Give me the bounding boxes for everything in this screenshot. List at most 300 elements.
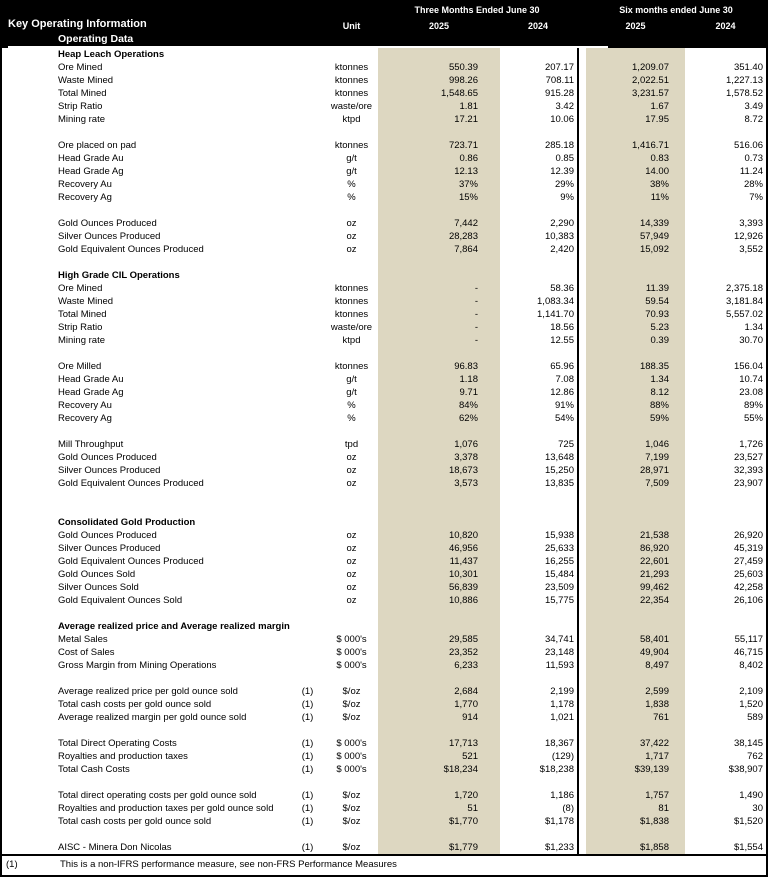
cell-3m-2025: 6,233 xyxy=(454,660,478,671)
cell-6m-2024: 3.49 xyxy=(744,101,763,112)
row-label: Gold Ounces Produced xyxy=(58,530,157,541)
year-header-3m-2024: 2024 xyxy=(527,21,549,31)
cell-3m-2024: 25,633 xyxy=(544,543,574,554)
spacer-row xyxy=(2,724,766,737)
cell-3m-2025: 18,673 xyxy=(448,465,478,476)
cell-3m-2025: - xyxy=(474,335,478,346)
cell-6m-2025: 70.93 xyxy=(645,309,669,320)
row-unit xyxy=(325,126,378,139)
cell-3m-2024: 1,178 xyxy=(550,699,574,710)
cell-6m-2024: 23,907 xyxy=(733,478,763,489)
cell-3m-2025: 9.71 xyxy=(459,387,478,398)
cell-6m-2024: 32,393 xyxy=(733,465,763,476)
period-group-divider xyxy=(577,2,579,875)
cell-6m-2024: 2,375.18 xyxy=(726,283,763,294)
cell-6m-2024: $1,554 xyxy=(733,842,763,853)
cell-3m-2025: 10,820 xyxy=(448,530,478,541)
cell-3m-2025 xyxy=(378,347,500,360)
row-label: Mining rate xyxy=(58,114,105,125)
column-group-three-months: Three Months Ended June 30 xyxy=(414,5,540,15)
cell-3m-2025: 56,839 xyxy=(448,582,478,593)
cell-3m-2025: 7,442 xyxy=(454,218,478,229)
cell-6m-2025: 57,949 xyxy=(639,231,669,242)
cell-6m-2025: 188.35 xyxy=(639,361,669,372)
data-row xyxy=(2,295,766,308)
row-note: (1) xyxy=(301,764,314,775)
cell-6m-2024 xyxy=(685,672,766,685)
cell-6m-2024: 27,459 xyxy=(733,556,763,567)
cell-6m-2024: 46,715 xyxy=(733,647,763,658)
cell-3m-2025: $1,779 xyxy=(448,842,478,853)
cell-3m-2024: 15,484 xyxy=(544,569,574,580)
row-unit: ktonnes xyxy=(334,140,369,151)
row-unit: $ 000's xyxy=(336,751,367,762)
row-label: Head Grade Au xyxy=(58,153,124,164)
cell-3m-2025: 1,548.65 xyxy=(441,88,478,99)
row-unit: % xyxy=(347,179,356,190)
cell-6m-2024: 3,552 xyxy=(739,244,763,255)
cell-6m-2024: 8,402 xyxy=(739,660,763,671)
cell-3m-2025: 1,770 xyxy=(454,699,478,710)
cell-3m-2025 xyxy=(378,256,500,269)
cell-6m-2024: 89% xyxy=(743,400,763,411)
cell-3m-2025 xyxy=(378,776,500,789)
row-note xyxy=(290,568,325,581)
cell-3m-2024: 207.17 xyxy=(544,62,574,73)
cell-6m-2024 xyxy=(685,724,766,737)
row-unit xyxy=(325,724,378,737)
cell-6m-2025: 37,422 xyxy=(639,738,669,749)
cell-3m-2024: 23,509 xyxy=(544,582,574,593)
row-note xyxy=(290,61,325,74)
cell-3m-2025: 17.21 xyxy=(454,114,478,125)
cell-6m-2025: 2,022.51 xyxy=(632,75,669,86)
cell-6m-2024: 7% xyxy=(749,192,763,203)
cell-6m-2024: 1,227.13 xyxy=(726,75,763,86)
cell-6m-2025: 14.00 xyxy=(645,166,669,177)
row-unit: $/oz xyxy=(342,686,361,697)
cell-3m-2024: 15,775 xyxy=(544,595,574,606)
row-unit: g/t xyxy=(346,387,357,398)
row-unit: oz xyxy=(346,478,357,489)
row-label xyxy=(2,828,290,841)
cell-3m-2025: 998.26 xyxy=(448,75,478,86)
cell-3m-2025: 550.39 xyxy=(448,62,478,73)
cell-3m-2024: 725 xyxy=(558,439,574,450)
row-label: Gold Ounces Produced xyxy=(58,452,157,463)
cell-6m-2025 xyxy=(586,490,685,503)
cell-3m-2024: 0.85 xyxy=(555,153,574,164)
cell-3m-2024 xyxy=(500,490,576,503)
data-row xyxy=(2,802,766,815)
cell-6m-2025: 22,601 xyxy=(639,556,669,567)
row-label: Total Direct Operating Costs xyxy=(58,738,177,749)
cell-3m-2025: 28,283 xyxy=(448,231,478,242)
row-unit: ktonnes xyxy=(334,361,369,372)
cell-6m-2025: 86,920 xyxy=(639,543,669,554)
cell-6m-2025 xyxy=(586,516,685,529)
cell-3m-2024: 10.06 xyxy=(550,114,574,125)
data-row xyxy=(2,698,766,711)
section-header-row xyxy=(2,516,766,529)
cell-3m-2025: - xyxy=(474,309,478,320)
data-row xyxy=(2,152,766,165)
cell-3m-2025: 29,585 xyxy=(448,634,478,645)
cell-3m-2024 xyxy=(500,828,576,841)
table-header xyxy=(2,2,766,48)
cell-6m-2025: 81 xyxy=(658,803,669,814)
cell-3m-2025: 62% xyxy=(458,413,478,424)
row-note: (1) xyxy=(301,699,314,710)
row-label: Gold Equivalent Ounces Produced xyxy=(58,478,204,489)
row-label: Strip Ratio xyxy=(58,101,103,112)
cell-3m-2025: 723.71 xyxy=(448,140,478,151)
cell-6m-2024: 12,926 xyxy=(733,231,763,242)
row-unit xyxy=(325,490,378,503)
cell-3m-2024 xyxy=(500,269,576,282)
data-row xyxy=(2,646,766,659)
data-row xyxy=(2,100,766,113)
cell-6m-2025: 1.67 xyxy=(650,101,669,112)
row-unit: $/oz xyxy=(342,816,361,827)
spacer-row xyxy=(2,776,766,789)
row-note xyxy=(290,217,325,230)
cell-6m-2025 xyxy=(586,347,685,360)
cell-3m-2024 xyxy=(500,672,576,685)
cell-3m-2025: 1,720 xyxy=(454,790,478,801)
data-row xyxy=(2,139,766,152)
cell-3m-2025 xyxy=(378,503,500,516)
row-unit: ktonnes xyxy=(334,283,369,294)
row-unit: % xyxy=(347,413,356,424)
cell-6m-2025: 1,757 xyxy=(645,790,669,801)
year-header-6m-2025: 2025 xyxy=(625,21,646,31)
row-note xyxy=(290,126,325,139)
cell-3m-2024: 2,199 xyxy=(550,686,574,697)
cell-3m-2025: 0.86 xyxy=(459,153,478,164)
cell-3m-2025: 1,076 xyxy=(454,439,478,450)
row-label: Recovery Ag xyxy=(58,192,112,203)
row-unit xyxy=(325,256,378,269)
data-row xyxy=(2,373,766,386)
data-row xyxy=(2,438,766,451)
data-row xyxy=(2,633,766,646)
cell-3m-2024: 23,148 xyxy=(544,647,574,658)
cell-6m-2024: 1,520 xyxy=(739,699,763,710)
cell-6m-2025: 28,971 xyxy=(639,465,669,476)
row-note xyxy=(290,113,325,126)
row-label: Silver Ounces Sold xyxy=(58,582,139,593)
row-note xyxy=(290,139,325,152)
cell-6m-2024: 1,726 xyxy=(739,439,763,450)
row-unit: $ 000's xyxy=(336,738,367,749)
cell-6m-2025: $1,858 xyxy=(639,842,669,853)
cell-6m-2025: 5.23 xyxy=(650,322,669,333)
cell-3m-2024: 13,648 xyxy=(544,452,574,463)
cell-3m-2025 xyxy=(378,620,500,633)
data-row xyxy=(2,282,766,295)
cell-6m-2024: 26,106 xyxy=(733,595,763,606)
cell-6m-2024: 2,109 xyxy=(739,686,763,697)
row-note xyxy=(290,672,325,685)
cell-3m-2024: 29% xyxy=(554,179,574,190)
cell-3m-2024: $18,238 xyxy=(539,764,574,775)
row-unit: ktonnes xyxy=(334,75,369,86)
cell-6m-2025: 1.34 xyxy=(650,374,669,385)
cell-3m-2024: 15,250 xyxy=(544,465,574,476)
row-note xyxy=(290,503,325,516)
row-note xyxy=(290,490,325,503)
cell-6m-2025: 1,838 xyxy=(645,699,669,710)
cell-6m-2025 xyxy=(586,620,685,633)
cell-6m-2024 xyxy=(685,126,766,139)
cell-6m-2024 xyxy=(685,828,766,841)
row-label: Ore Mined xyxy=(58,283,103,294)
data-row xyxy=(2,750,766,763)
cell-3m-2025: 15% xyxy=(458,192,478,203)
cell-6m-2024: 28% xyxy=(743,179,763,190)
row-label xyxy=(2,256,290,269)
row-label: Ore placed on pad xyxy=(58,140,137,151)
cell-6m-2024: 30.70 xyxy=(739,335,763,346)
data-row xyxy=(2,789,766,802)
row-unit: ktpd xyxy=(342,335,361,346)
data-row xyxy=(2,74,766,87)
data-row xyxy=(2,685,766,698)
cell-6m-2024: 589 xyxy=(747,712,763,723)
row-note xyxy=(290,360,325,373)
row-label: Gold Ounces Sold xyxy=(58,569,136,580)
cell-6m-2024: 3,393 xyxy=(739,218,763,229)
row-note xyxy=(290,243,325,256)
row-note xyxy=(290,48,325,61)
cell-6m-2025: 22,354 xyxy=(639,595,669,606)
cell-3m-2025: 96.83 xyxy=(454,361,478,372)
row-unit: g/t xyxy=(346,166,357,177)
cell-6m-2025 xyxy=(586,607,685,620)
cell-3m-2025 xyxy=(378,48,500,61)
row-unit: oz xyxy=(346,218,357,229)
row-note xyxy=(290,230,325,243)
data-row xyxy=(2,763,766,776)
cell-3m-2024: 54% xyxy=(554,413,574,424)
row-unit: $/oz xyxy=(342,803,361,814)
row-note xyxy=(290,256,325,269)
row-label: Ore Milled xyxy=(58,361,102,372)
row-note xyxy=(290,529,325,542)
cell-6m-2024: 42,258 xyxy=(733,582,763,593)
row-label xyxy=(2,503,290,516)
row-note xyxy=(290,87,325,100)
spacer-row xyxy=(2,425,766,438)
cell-6m-2024: 23,527 xyxy=(733,452,763,463)
cell-6m-2024: 351.40 xyxy=(733,62,763,73)
cell-3m-2024: 285.18 xyxy=(544,140,574,151)
row-unit: ktonnes xyxy=(334,88,369,99)
row-unit: oz xyxy=(346,556,357,567)
row-note xyxy=(290,724,325,737)
row-note xyxy=(290,451,325,464)
row-unit: oz xyxy=(346,595,357,606)
cell-6m-2024: 23.08 xyxy=(739,387,763,398)
row-label: Gold Equivalent Ounces Produced xyxy=(58,556,204,567)
row-unit: oz xyxy=(346,569,357,580)
row-note: (1) xyxy=(301,712,314,723)
row-note xyxy=(290,373,325,386)
row-unit: oz xyxy=(346,452,357,463)
data-row xyxy=(2,581,766,594)
cell-6m-2025 xyxy=(586,425,685,438)
cell-6m-2025 xyxy=(586,48,685,61)
row-label xyxy=(2,490,290,503)
cell-3m-2024: $1,178 xyxy=(544,816,574,827)
cell-6m-2025: 1,717 xyxy=(645,751,669,762)
cell-3m-2025 xyxy=(378,269,500,282)
cell-3m-2025: 46,956 xyxy=(448,543,478,554)
row-label xyxy=(2,347,290,360)
data-row xyxy=(2,165,766,178)
row-unit: tpd xyxy=(344,439,359,450)
row-note xyxy=(290,282,325,295)
cell-6m-2024 xyxy=(685,347,766,360)
row-note: (1) xyxy=(301,738,314,749)
row-note xyxy=(290,386,325,399)
cell-3m-2024: 2,290 xyxy=(550,218,574,229)
cell-3m-2024 xyxy=(500,425,576,438)
row-label: Royalties and production taxes xyxy=(58,751,188,762)
row-unit xyxy=(325,672,378,685)
row-label: Total Mined xyxy=(58,88,107,99)
data-row xyxy=(2,815,766,828)
row-note xyxy=(290,776,325,789)
page-title: Key Operating Information xyxy=(8,18,147,30)
cell-3m-2025: 521 xyxy=(462,751,478,762)
cell-3m-2025: - xyxy=(474,296,478,307)
row-label xyxy=(2,724,290,737)
cell-3m-2024 xyxy=(500,126,576,139)
row-unit: $ 000's xyxy=(336,647,367,658)
row-note xyxy=(290,334,325,347)
cell-6m-2024: 26,920 xyxy=(733,530,763,541)
row-unit: waste/ore xyxy=(330,101,373,112)
data-row xyxy=(2,360,766,373)
cell-6m-2025: 88% xyxy=(649,400,669,411)
cell-6m-2024: 30 xyxy=(752,803,763,814)
row-label xyxy=(2,425,290,438)
data-row xyxy=(2,529,766,542)
cell-6m-2025: 3,231.57 xyxy=(632,88,669,99)
cell-6m-2025: 14,339 xyxy=(639,218,669,229)
cell-6m-2024 xyxy=(685,48,766,61)
row-label: Total Mined xyxy=(58,309,107,320)
footnote-marker: (1) xyxy=(6,859,18,870)
data-row xyxy=(2,594,766,607)
row-note xyxy=(290,165,325,178)
cell-6m-2024: 762 xyxy=(747,751,763,762)
cell-3m-2024: 9% xyxy=(560,192,574,203)
cell-6m-2024 xyxy=(685,269,766,282)
cell-3m-2024 xyxy=(500,776,576,789)
row-note xyxy=(290,828,325,841)
data-row xyxy=(2,464,766,477)
cell-3m-2024: 1,083.34 xyxy=(537,296,574,307)
row-label: Total cash costs per gold ounce sold xyxy=(58,816,212,827)
row-label: Total cash costs per gold ounce sold xyxy=(58,699,212,710)
cell-6m-2024: 3,181.84 xyxy=(726,296,763,307)
unit-column-header: Unit xyxy=(342,21,361,31)
row-label: Metal Sales xyxy=(58,634,108,645)
cell-6m-2024: 25,603 xyxy=(733,569,763,580)
cell-6m-2025: 0.83 xyxy=(650,153,669,164)
cell-3m-2024: 16,255 xyxy=(544,556,574,567)
data-row xyxy=(2,412,766,425)
row-unit: oz xyxy=(346,465,357,476)
cell-6m-2025: 38% xyxy=(649,179,669,190)
row-note: (1) xyxy=(301,751,314,762)
cell-3m-2024: 1,141.70 xyxy=(537,309,574,320)
cell-6m-2025 xyxy=(586,776,685,789)
spacer-row xyxy=(2,204,766,217)
column-group-six-months: Six months ended June 30 xyxy=(619,5,733,15)
row-label: Waste Mined xyxy=(58,75,114,86)
cell-6m-2025: 11% xyxy=(650,192,669,203)
row-label: Total direct operating costs per gold ounce sold xyxy=(58,790,257,801)
row-unit: % xyxy=(347,400,356,411)
row-unit: oz xyxy=(346,530,357,541)
row-unit: ktonnes xyxy=(334,296,369,307)
cell-3m-2025: 914 xyxy=(462,712,478,723)
data-row xyxy=(2,841,766,854)
cell-6m-2024: 55% xyxy=(743,413,763,424)
cell-3m-2024: 15,938 xyxy=(544,530,574,541)
section-title-operating-data: Operating Data xyxy=(58,33,134,45)
row-unit xyxy=(325,48,378,61)
data-row xyxy=(2,87,766,100)
cell-3m-2025: 7,864 xyxy=(454,244,478,255)
cell-3m-2025 xyxy=(378,672,500,685)
row-unit: $ 000's xyxy=(336,764,367,775)
cell-6m-2024: 5,557.02 xyxy=(726,309,763,320)
cell-3m-2024: 708.11 xyxy=(545,75,574,86)
cell-6m-2025 xyxy=(586,503,685,516)
row-unit: ktonnes xyxy=(334,309,369,320)
cell-3m-2025: 37% xyxy=(458,179,478,190)
row-unit: g/t xyxy=(346,374,357,385)
cell-3m-2025: 84% xyxy=(458,400,478,411)
cell-6m-2025 xyxy=(586,204,685,217)
cell-3m-2025: 3,573 xyxy=(454,478,478,489)
row-label: Mill Throughput xyxy=(58,439,124,450)
row-note xyxy=(290,464,325,477)
row-label xyxy=(2,672,290,685)
cell-6m-2025: 49,904 xyxy=(639,647,669,658)
cell-6m-2024 xyxy=(685,620,766,633)
row-unit: oz xyxy=(346,231,357,242)
row-note xyxy=(290,347,325,360)
cell-3m-2024 xyxy=(500,48,576,61)
cell-3m-2025: 1.81 xyxy=(459,101,478,112)
row-label: Gold Equivalent Ounces Sold xyxy=(58,595,183,606)
cell-3m-2024: 13,835 xyxy=(544,478,574,489)
cell-3m-2024: 3.42 xyxy=(555,101,574,112)
row-label: Silver Ounces Produced xyxy=(58,543,161,554)
row-unit xyxy=(325,347,378,360)
row-note xyxy=(290,620,325,633)
row-note xyxy=(290,438,325,451)
data-row xyxy=(2,451,766,464)
row-note xyxy=(290,191,325,204)
cell-6m-2024 xyxy=(685,425,766,438)
